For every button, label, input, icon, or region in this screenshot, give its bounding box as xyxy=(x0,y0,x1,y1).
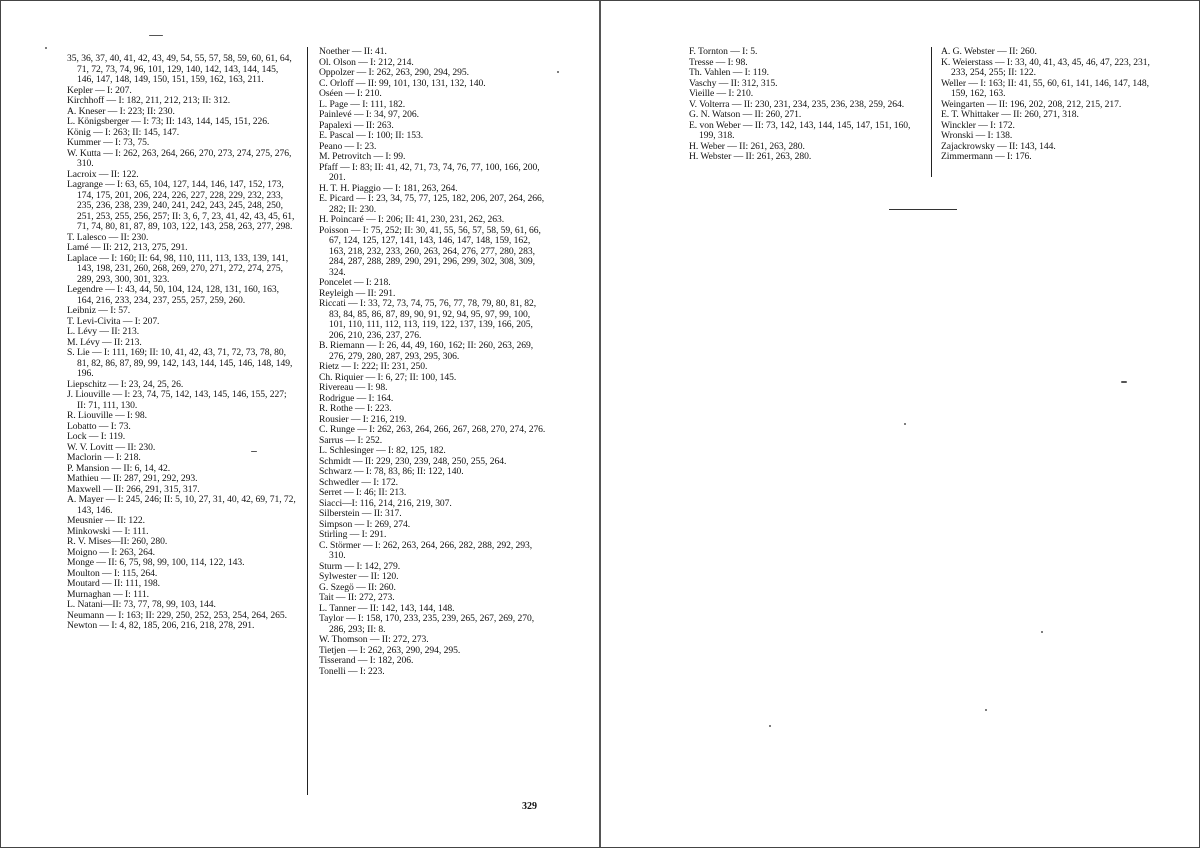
index-entry: Weingarten — II: 196, 202, 208, 212, 215, 217. xyxy=(941,98,1122,110)
index-entry: Maclorin — I: 218. xyxy=(67,452,141,463)
index-entry: L. Page — I: 111, 182. xyxy=(319,98,406,110)
index-entry: Moulton — I: 115, 264. xyxy=(67,567,158,579)
index-entry: Siacci—I: 116, 214, 216, 219, 307. xyxy=(319,497,452,509)
end-of-index-rule xyxy=(889,209,957,210)
index-entry: Ol. Olson — I: 212, 214. xyxy=(319,56,414,68)
index-entry: Serret — I: 46; II: 213. xyxy=(319,487,407,498)
index-entry: S. Lie — I: 111, 169; II: 10, 41, 42, 43, 71, 72, 73, 78, 80, 81, 82, 86, 87, 89, 99, 142, 143, 144, 145, 146, 148, 149, 196. xyxy=(67,347,293,379)
index-entry: Sarrus — I: 252. xyxy=(319,434,383,446)
index-entry: C. Orloff — II: 99, 101, 130, 131, 132, 140. xyxy=(319,77,486,89)
index-entry: L. Tanner — II: 142, 143, 144, 148. xyxy=(319,602,455,614)
index-entry: L. Königsberger — I: 73; II: 143, 144, 145, 151, 226. xyxy=(67,116,270,127)
index-entry: Lobatto — I: 73. xyxy=(67,420,131,432)
index-entry: Schwedler — I: 172. xyxy=(319,476,398,488)
index-entry: Neumann — I: 163; II: 229, 250, 252, 253, 254, 264, 265. xyxy=(67,609,287,621)
index-entry: Kirchhoff — I: 182, 211, 212, 213; II: 312. xyxy=(67,95,231,106)
index-entry: Minkowski — I: 111. xyxy=(67,525,149,537)
index-entry: M. Lévy — II: 213. xyxy=(67,336,142,348)
index-entry: L. Schlesinger — I: 82, 125, 182. xyxy=(319,445,446,456)
index-entry: Leibniz — I: 57. xyxy=(67,305,131,316)
index-entry: E. T. Whittaker — II: 260, 271, 318. xyxy=(941,109,1079,120)
index-entry: Tisserand — I: 182, 206. xyxy=(319,655,414,666)
index-entry: G. Szegö — II: 260. xyxy=(319,581,396,593)
index-entry: Papalexi — II: 263. xyxy=(319,119,394,131)
index-entry: L. Natani—II: 73, 77, 78, 99, 103, 144. xyxy=(67,599,216,610)
index-entry: Tonelli — I: 223. xyxy=(319,665,385,677)
index-entry: C. Runge — I: 262, 263, 264, 266, 267, 268, 270, 274, 276. xyxy=(319,424,546,435)
index-entry: Poisson — I: 75, 252; II: 30, 41, 55, 56, 57, 58, 59, 61, 66, 67, 124, 125, 127, 141, 143, 146, 147, 148, 159, 162, 163, 218, 232, 233, 260, 263, 264, 276, 277, 280, 283, 284, 287, 288, 289, 290, 291, 296, 299, 302, 308, 309, 324. xyxy=(319,224,541,278)
index-entry: Sylwester — II: 120. xyxy=(319,571,399,582)
index-entry: Rivereau — I: 98. xyxy=(319,382,388,393)
index-entry: Oppolzer — I: 262, 263, 290, 294, 295. xyxy=(319,67,469,78)
index-entry: Mathieu — II: 287, 291, 292, 293. xyxy=(67,473,198,484)
index-entry: Tresse — I: 98. xyxy=(689,56,748,68)
scan-speck xyxy=(45,47,47,49)
scan-speck xyxy=(1121,381,1127,383)
index-entry: Newton — I: 4, 82, 185, 206, 216, 218, 278, 291. xyxy=(67,620,255,631)
index-entry: A. Kneser — I: 223; II: 230. xyxy=(67,105,175,117)
right-page xyxy=(601,1,1199,847)
index-entry: P. Mansion — II: 6, 14, 42. xyxy=(67,462,171,474)
index-entry: Peano — I: 23. xyxy=(319,140,377,152)
index-entry: H. Webster — II: 261, 263, 280. xyxy=(689,151,812,162)
scan-speck xyxy=(769,725,771,727)
index-column-2 xyxy=(319,47,547,677)
index-entry: H. Weber — II: 261, 263, 280. xyxy=(689,140,805,152)
index-entry: Schmidt — II: 229, 230, 239, 248, 250, 255, 264. xyxy=(319,455,507,467)
index-entry: Vieille — I: 210. xyxy=(689,88,754,99)
index-entry: Th. Vahlen — I: 119. xyxy=(689,67,770,78)
index-entry: Monge — II: 6, 75, 98, 99, 100, 114, 122, 143. xyxy=(67,557,245,568)
index-column-2 xyxy=(941,47,1166,163)
index-entry: T. Levi-Civita — I: 207. xyxy=(67,315,160,327)
index-entry: Zimmermann — I: 176. xyxy=(941,151,1032,162)
index-entry: Moutard — II: 111, 198. xyxy=(67,578,160,589)
index-entry: 35, 36, 37, 40, 41, 42, 43, 49, 54, 55, 57, 58, 59, 60, 61, 64, 71, 72, 73, 74, 96, 101, 129, 140, 142, 143, 144, 145, 146, 147, 148, 149, 150, 151, 159, 162, 163, 211. xyxy=(67,53,292,85)
scan-speck xyxy=(985,709,987,711)
index-entry: H. T. H. Piaggio — I: 181, 263, 264. xyxy=(319,182,458,194)
column-divider xyxy=(307,47,308,795)
index-entry: Noether — II: 41. xyxy=(319,46,387,57)
index-entry: W. Thomson — II: 272, 273. xyxy=(319,634,429,645)
index-entry: Vaschy — II: 312, 315. xyxy=(689,77,778,89)
index-entry: B. Riemann — I: 26, 44, 49, 160, 162; II: 260, 263, 269, 276, 279, 280, 287, 293, 295, 306. xyxy=(319,340,534,362)
index-entry: J. Liouville — I: 23, 74, 75, 142, 143, 145, 146, 155, 227; II: 71, 111, 130. xyxy=(67,389,287,411)
index-entry: Riccati — I: 33, 72, 73, 74, 75, 76, 77, 78, 79, 80, 81, 82, 83, 84, 85, 86, 87, 89, 90, 91, 92, 94, 95, 97, 99, 100, 101, 110, 111, 112, 113, 119, 122, 137, 139, 166, 205, 206, 210, 236, 237, 276. xyxy=(319,298,537,341)
index-entry: Schwarz — I: 78, 83, 86; II: 122, 140. xyxy=(319,466,464,477)
index-entry: A. G. Webster — II: 260. xyxy=(941,46,1037,57)
index-entry: Weller — I: 163; II: 41, 55, 60, 61, 141, 146, 147, 148, 159, 162, 163. xyxy=(941,77,1150,99)
scan-speck xyxy=(149,35,163,36)
index-entry: E. von Weber — II: 73, 142, 143, 144, 145, 147, 151, 160, 199, 318. xyxy=(689,119,911,141)
scan-speck xyxy=(904,423,906,425)
index-entry: M. Petrovitch — I: 99. xyxy=(319,151,406,162)
index-entry: Pfaff — I: 83; II: 41, 42, 71, 73, 74, 76, 77, 100, 166, 200, 201. xyxy=(319,161,540,183)
index-entry: Tait — II: 272, 273. xyxy=(319,592,395,603)
index-entry: Winckler — I: 172. xyxy=(941,119,1015,131)
index-entry: Maxwell — II: 266, 291, 315, 317. xyxy=(67,483,200,495)
index-entry: E. Pascal — I: 100; II: 153. xyxy=(319,130,424,141)
index-entry: R. Liouville — I: 98. xyxy=(67,410,147,421)
index-entry: König — I: 263; II: 145, 147. xyxy=(67,126,180,138)
index-entry: Rietz — I: 222; II: 231, 250. xyxy=(319,361,428,372)
index-column-1 xyxy=(67,54,297,632)
left-page xyxy=(1,1,599,847)
index-entry: Lock — I: 119. xyxy=(67,431,126,442)
index-entry: Zajackrowsky — II: 143, 144. xyxy=(941,140,1056,152)
index-entry: Sturm — I: 142, 279. xyxy=(319,560,401,572)
index-entry: Liepschitz — I: 23, 24, 25, 26. xyxy=(67,378,184,390)
index-entry: Stirling — I: 291. xyxy=(319,529,387,540)
index-entry: Simpson — I: 269, 274. xyxy=(319,518,411,530)
index-entry: Wronski — I: 138. xyxy=(941,130,1013,141)
scan-speck xyxy=(557,71,559,73)
index-entry: Moigno — I: 263, 264. xyxy=(67,546,155,558)
page-number: 329 xyxy=(522,801,537,812)
index-entry: L. Lévy — II: 213. xyxy=(67,326,140,337)
index-entry: Taylor — I: 158, 170, 233, 235, 239, 265, 267, 269, 270, 286, 293; II: 8. xyxy=(319,613,535,635)
index-column-1 xyxy=(689,47,914,163)
index-entry: Meusnier — II: 122. xyxy=(67,515,145,526)
scan-speck xyxy=(251,451,257,452)
index-entry: Reyleigh — II: 291. xyxy=(319,287,396,299)
index-entry: Painlevé — I: 34, 97, 206. xyxy=(319,109,419,120)
index-entry: Poncelet — I: 218. xyxy=(319,277,391,288)
index-entry: R. Rothe — I: 223. xyxy=(319,403,392,414)
index-entry: Lamé — II: 212, 213, 275, 291. xyxy=(67,242,188,253)
index-entry: Kepler — I: 207. xyxy=(67,84,132,96)
index-entry: Kummer — I: 73, 75. xyxy=(67,137,150,148)
index-entry: W. Kutta — I: 262, 263, 264, 266, 270, 273, 274, 275, 276, 310. xyxy=(67,147,292,169)
index-entry: Lacroix — II: 122. xyxy=(67,168,139,180)
index-entry: Murnaghan — I: 111. xyxy=(67,588,150,600)
scan-speck xyxy=(1041,631,1043,633)
index-entry: F. Tornton — I: 5. xyxy=(689,46,758,57)
column-divider xyxy=(931,47,932,177)
index-entry: Legendre — I: 43, 44, 50, 104, 124, 128, 131, 160, 163, 164, 216, 233, 234, 237, 255, 257, 259, 260. xyxy=(67,284,280,306)
index-entry: G. N. Watson — II: 260, 271. xyxy=(689,109,802,120)
index-entry: K. Weierstass — I: 33, 40, 41, 43, 45, 46, 47, 223, 231, 233, 254, 255; II: 122. xyxy=(941,56,1150,78)
index-entry: Rousier — I: 216, 219. xyxy=(319,413,407,425)
index-entry: E. Picard — I: 23, 34, 75, 77, 125, 182, 206, 207, 264, 266, 282; II: 230. xyxy=(319,193,545,215)
index-entry: Tietjen — I: 262, 263, 290, 294, 295. xyxy=(319,644,461,656)
index-entry: C. Störmer — I: 262, 263, 264, 266, 282, 288, 292, 293, 310. xyxy=(319,539,533,561)
index-entry: T. Lalesco — II: 230. xyxy=(67,231,149,243)
index-entry: Lagrange — I: 63, 65, 104, 127, 144, 146, 147, 152, 173, 174, 175, 201, 206, 224, 226, 227, 228, 229, 232, 233, 235, 236, 238, 239, 240, 241, 242, 243, 245, 248, 250, 251, 253, 255, 256, 257; II: 3, 6, 7, 23, 41, 42, 43, 45, 61, 71, 74, 80, 81, 87, 89, 103, 122, 143, 258, 263, 277, 298. xyxy=(67,179,295,232)
index-entry: H. Poincaré — I: 206; II: 41, 230, 231, 262, 263. xyxy=(319,214,505,225)
index-entry: W. V. Lovitt — II: 230. xyxy=(67,441,156,453)
index-entry: A. Mayer — I: 245, 246; II: 5, 10, 27, 31, 40, 42, 69, 71, 72, 143, 146. xyxy=(67,494,296,516)
index-entry: V. Volterra — II: 230, 231, 234, 235, 236, 238, 259, 264. xyxy=(689,98,905,110)
index-entry: Oséen — I: 210. xyxy=(319,88,382,99)
index-entry: Ch. Riquier — I: 6, 27; II: 100, 145. xyxy=(319,371,457,383)
index-entry: Silberstein — II: 317. xyxy=(319,508,402,519)
index-entry: R. V. Mises—II: 260, 280. xyxy=(67,536,168,547)
index-entry: Laplace — I: 160; II: 64, 98, 110, 111, 113, 133, 139, 141, 143, 198, 231, 260, 268, 269, 270, 271, 272, 274, 275, 289, 293, 300, 301, 323. xyxy=(67,252,289,285)
index-entry: Rodrigue — I: 164. xyxy=(319,392,394,404)
